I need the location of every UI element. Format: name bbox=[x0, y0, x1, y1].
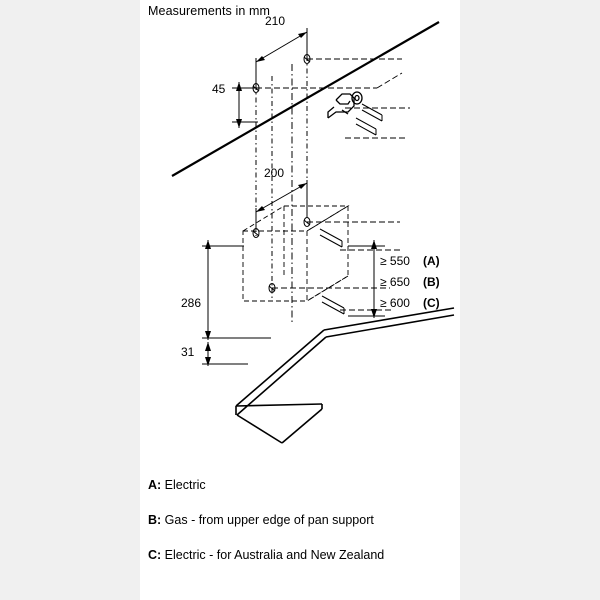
legend-key-c: C: bbox=[148, 548, 162, 562]
legend-row-a bbox=[148, 478, 448, 492]
dimension-label-210: 210 bbox=[265, 14, 286, 28]
legend-text-b: Gas - from upper edge of pan support bbox=[161, 513, 374, 527]
bracket-screws bbox=[356, 104, 382, 135]
legend-key-a: A: bbox=[148, 478, 162, 492]
clearance-value-a: ≥ 550 bbox=[380, 254, 410, 268]
dimension-label-45: 45 bbox=[212, 82, 226, 96]
clearance-variant-a: (A) bbox=[423, 254, 440, 268]
dimension-286 bbox=[202, 240, 271, 340]
dimension-label-31: 31 bbox=[181, 345, 195, 359]
clearance-value-c: ≥ 600 bbox=[380, 296, 410, 310]
legend-text-a: Electric bbox=[161, 478, 206, 492]
dimension-label-200: 200 bbox=[264, 166, 285, 180]
legend-row-c bbox=[148, 548, 448, 562]
legend-key-b: B: bbox=[148, 513, 162, 527]
measurements-caption: Measurements in mm bbox=[148, 4, 270, 18]
wall-line bbox=[172, 22, 439, 176]
wall-bracket bbox=[328, 92, 362, 118]
hood-body bbox=[243, 206, 348, 301]
clearance-variant-c: (C) bbox=[423, 296, 440, 310]
dimension-label-286: 286 bbox=[181, 296, 202, 310]
hob-worktop bbox=[236, 308, 454, 443]
hood-screws bbox=[320, 229, 344, 314]
clearance-value-b: ≥ 650 bbox=[380, 275, 410, 289]
chimney-upper bbox=[256, 56, 307, 322]
legend-text-c: Electric - for Australia and New Zealand bbox=[161, 548, 385, 562]
dimension-200 bbox=[256, 180, 307, 230]
legend-row-b bbox=[148, 513, 448, 527]
top-hole-axes bbox=[256, 59, 410, 138]
legend bbox=[148, 478, 448, 583]
dimension-31 bbox=[202, 342, 248, 366]
dimension-210 bbox=[256, 28, 307, 86]
clearance-variant-b: (B) bbox=[423, 275, 440, 289]
hood-fixing-holes bbox=[253, 218, 310, 293]
dimension-45 bbox=[232, 82, 258, 128]
